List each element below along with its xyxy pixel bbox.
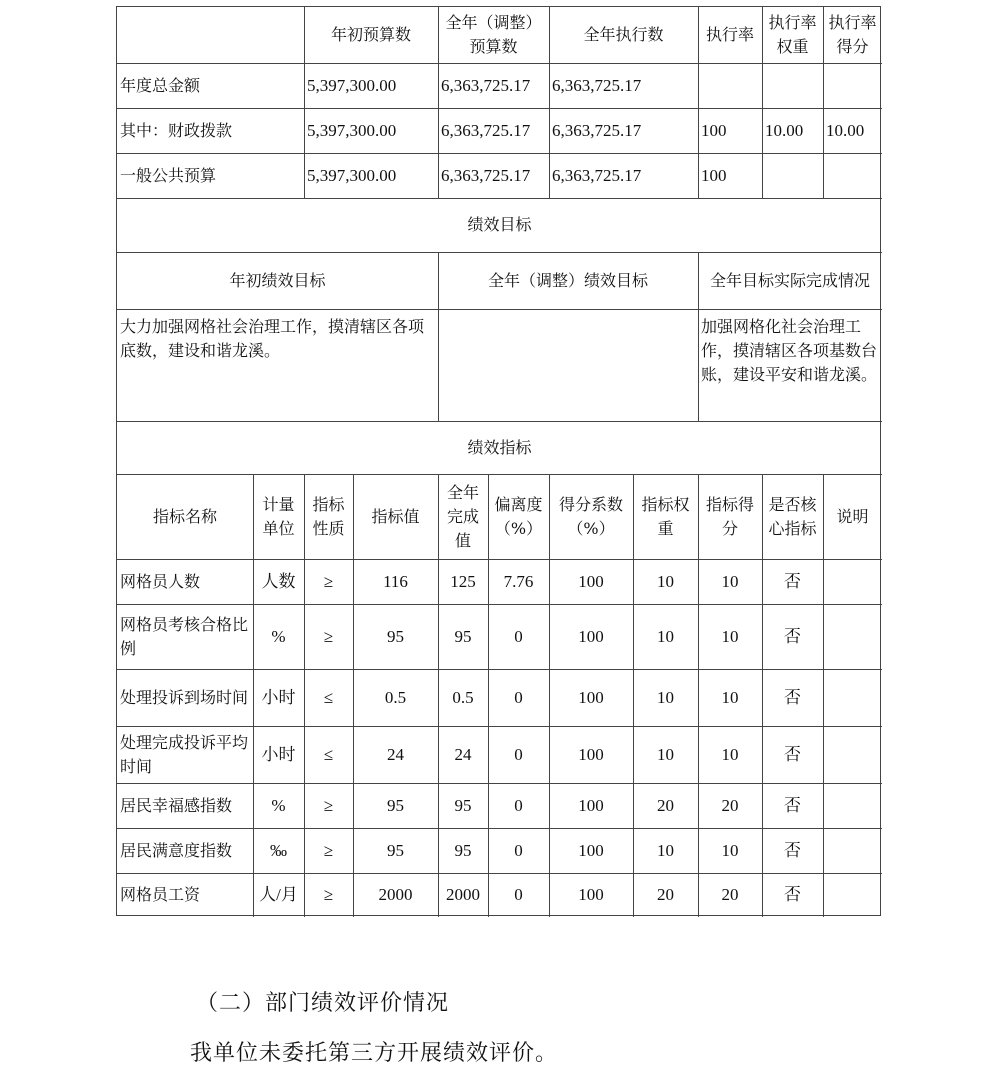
budget-value: 6,363,725.17 — [552, 165, 642, 185]
budget-value — [823, 63, 882, 108]
indicator-name: 处理完成投诉平均时间 — [120, 732, 249, 776]
indicator-value: 20 — [721, 885, 739, 904]
indicator-header: 指标名称 — [152, 506, 217, 526]
indicator-value: 20 — [721, 795, 739, 815]
goals-title: 绩效目标 — [467, 215, 532, 234]
indicator-value: 人/月 — [259, 885, 298, 904]
indicator-value: 100 — [578, 571, 604, 591]
indicator-value: 否 — [784, 840, 801, 860]
indicator-value: 20 — [657, 885, 674, 904]
budget-row-label: 年度总金额 — [120, 75, 201, 95]
indicator-value: 否 — [784, 744, 801, 764]
indicator-value — [823, 669, 882, 726]
budget-header: 全年（调整）预算数 — [445, 13, 542, 56]
indicator-value: 24 — [387, 744, 404, 764]
indicator-value: 7.76 — [503, 571, 534, 591]
section-body: 我单位未委托第三方开展绩效评价。 — [190, 1041, 559, 1066]
indicator-value: 10 — [657, 626, 674, 646]
indicator-value: ‰ — [270, 840, 287, 860]
budget-value — [762, 153, 823, 198]
indicator-value: 95 — [387, 626, 404, 646]
budget-value: 10.00 — [765, 120, 804, 140]
indicator-header: 计量单位 — [262, 494, 295, 538]
indicator-value: 10 — [721, 626, 739, 646]
indicator-header: 指标权重 — [641, 494, 690, 538]
indicator-header: 得分系数（%） — [558, 494, 623, 538]
indicator-value: % — [271, 795, 286, 815]
goals-initial-text: 大力加强网格社会治理工作，摸清辖区各项底数，建设和谐龙溪。 — [120, 317, 425, 360]
indicator-value: ≥ — [323, 885, 334, 904]
indicator-header: 偏离度（%） — [494, 494, 543, 538]
indicator-value: 0 — [514, 687, 523, 707]
indicator-value: 24 — [454, 744, 472, 764]
indicator-value: 0.5 — [452, 687, 474, 707]
indicator-value: 否 — [784, 626, 801, 646]
budget-value: 5,397,300.00 — [307, 120, 397, 140]
indicators-title: 绩效指标 — [467, 437, 532, 457]
indicator-value: 100 — [578, 626, 604, 646]
indicator-header: 指标得分 — [705, 494, 754, 538]
indicator-value: ≥ — [323, 571, 334, 591]
goals-header: 全年目标实际完成情况 — [709, 270, 870, 290]
indicator-value: 10 — [721, 840, 739, 860]
indicator-value: ≤ — [323, 687, 334, 707]
indicator-value: 10 — [657, 687, 674, 707]
indicator-value: 100 — [578, 885, 604, 904]
budget-header: 年初预算数 — [330, 25, 411, 44]
budget-header: 执行率 — [705, 25, 754, 44]
indicator-value: 否 — [784, 885, 801, 904]
indicator-value: 100 — [578, 744, 604, 764]
indicator-value: 95 — [454, 795, 472, 815]
indicator-name: 居民幸福感指数 — [120, 795, 233, 815]
goals-header: 全年（调整）绩效目标 — [487, 270, 648, 290]
budget-value: 6,363,725.17 — [552, 75, 642, 95]
indicator-value: 10 — [657, 744, 674, 764]
indicator-value: 人数 — [261, 571, 296, 591]
indicator-value: 95 — [454, 626, 472, 646]
indicator-value: 116 — [383, 571, 408, 591]
indicator-value: 0.5 — [384, 687, 407, 707]
indicator-value — [823, 873, 882, 917]
budget-value: 5,397,300.00 — [307, 165, 397, 185]
indicator-value: ≥ — [323, 626, 334, 646]
indicator-value — [823, 828, 882, 873]
indicator-name: 处理投诉到场时间 — [120, 687, 249, 707]
indicator-value: 95 — [454, 840, 472, 860]
indicator-header: 全年完成值 — [446, 482, 479, 550]
indicator-value: ≥ — [323, 840, 334, 860]
indicator-name: 网格员人数 — [120, 571, 201, 591]
budget-header: 执行率权重 — [768, 13, 817, 56]
goals-actual-text: 加强网格化社会治理工作，摸清辖区各项基数台账，建设平安和谐龙溪。 — [701, 317, 878, 384]
indicator-value: 20 — [657, 795, 674, 815]
budget-value: 6,363,725.17 — [441, 75, 531, 95]
indicator-value: ≤ — [323, 744, 334, 764]
budget-value: 6,363,725.17 — [552, 120, 642, 140]
budget-value — [698, 63, 762, 108]
indicator-value: 10 — [657, 840, 674, 860]
indicator-value — [823, 783, 882, 828]
budget-row-label: 其中：财政拨款 — [120, 120, 233, 140]
indicator-name: 网格员考核合格比例 — [120, 614, 249, 658]
performance-table — [116, 6, 881, 916]
indicator-value: 否 — [784, 795, 801, 815]
indicator-header: 指标值 — [371, 506, 420, 526]
indicator-value: 否 — [784, 687, 801, 707]
indicator-value: 125 — [450, 571, 476, 591]
goals-adjusted-text — [438, 309, 698, 421]
indicator-value: 0 — [514, 840, 523, 860]
budget-header: 执行率得分 — [828, 13, 877, 56]
indicator-value: 100 — [578, 840, 604, 860]
indicator-header: 指标性质 — [312, 494, 345, 538]
indicator-value: 0 — [514, 885, 523, 904]
indicator-value: ≥ — [323, 795, 334, 815]
indicator-value — [823, 726, 882, 783]
indicator-value: % — [271, 626, 286, 646]
indicator-value: 95 — [387, 795, 404, 815]
goals-header: 年初绩效目标 — [229, 270, 326, 290]
section-heading: （二）部门绩效评价情况 — [196, 991, 450, 1016]
budget-header: 全年执行数 — [583, 25, 664, 44]
indicator-name: 网格员工资 — [120, 885, 201, 904]
indicator-value: 小时 — [261, 744, 296, 764]
budget-value: 5,397,300.00 — [307, 75, 397, 95]
indicator-value: 小时 — [261, 687, 296, 707]
budget-value: 100 — [701, 120, 727, 140]
indicator-value: 10 — [657, 571, 674, 591]
indicator-value: 2000 — [446, 885, 480, 904]
budget-value: 6,363,725.17 — [441, 165, 531, 185]
indicator-value: 0 — [514, 626, 523, 646]
indicator-header: 是否核心指标 — [768, 494, 817, 538]
indicator-value: 10 — [721, 687, 739, 707]
budget-value — [823, 153, 882, 198]
indicator-value: 0 — [514, 795, 523, 815]
indicator-name: 居民满意度指数 — [120, 840, 233, 860]
indicator-value: 否 — [784, 571, 801, 591]
budget-row-label: 一般公共预算 — [120, 165, 217, 185]
budget-value — [762, 63, 823, 108]
indicator-value: 2000 — [378, 885, 413, 904]
indicator-value: 10 — [721, 744, 739, 764]
indicator-value: 0 — [514, 744, 523, 764]
indicator-value: 100 — [578, 795, 604, 815]
indicator-value: 100 — [578, 687, 604, 707]
indicator-value — [823, 559, 882, 604]
indicator-value: 95 — [387, 840, 404, 860]
budget-value: 10.00 — [826, 120, 865, 140]
indicator-header: 说明 — [836, 506, 869, 526]
indicator-value: 10 — [721, 571, 739, 591]
budget-value: 100 — [701, 165, 727, 185]
budget-value: 6,363,725.17 — [441, 120, 531, 140]
indicator-value — [823, 604, 882, 669]
